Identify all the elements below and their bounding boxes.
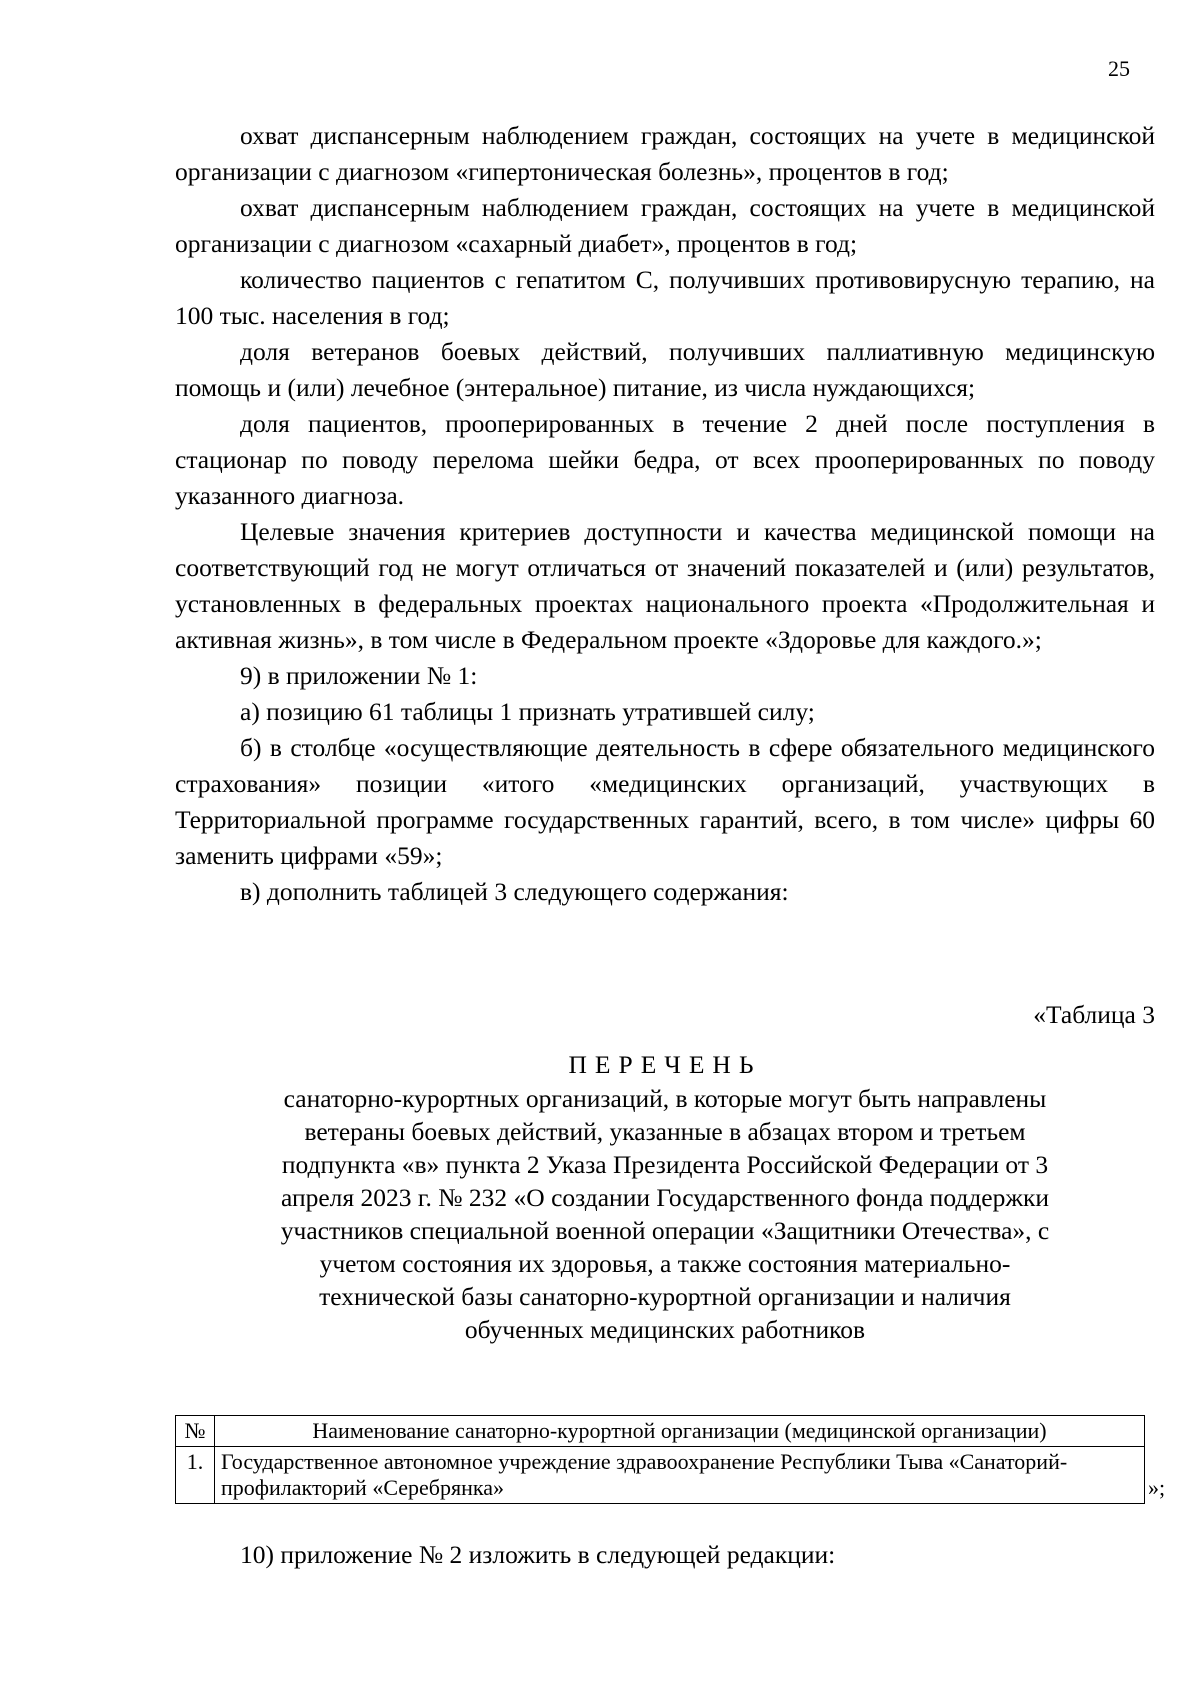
organizations-table	[175, 1415, 1145, 1504]
paragraph: а) позицию 61 таблицы 1 признать утратившей силу;	[240, 697, 815, 726]
paragraph: количество пациентов с гепатитом С, получивших противовирусную терапию, на 100 тыс. населения в год;	[175, 265, 1155, 330]
paragraph: в) дополнить таблицей 3 следующего содержания:	[240, 877, 789, 906]
row-number: 1.	[176, 1447, 215, 1504]
table-header-row	[176, 1416, 1145, 1447]
table-label: «Таблица 3	[1033, 1000, 1155, 1029]
paragraph: 9) в приложении № 1:	[240, 661, 478, 690]
paragraph: доля ветеранов боевых действий, получивших паллиативную медицинскую помощь и (или) лечебное (энтеральное) питание, из числа нуждающихся;	[175, 337, 1155, 402]
column-header-name: Наименование санаторно-курортной организации (медицинской организации)	[215, 1416, 1145, 1447]
table-closing-mark: »;	[1148, 1475, 1166, 1500]
next-item: 10) приложение № 2 изложить в следующей редакции:	[240, 1540, 836, 1569]
heading-subtitle: санаторно-курортных организаций, в которые могут быть направлены ветераны боевых действий, указанные в абзацах втором и третьем подпункта «в» пункта 2 Указа Президента Российской Федерации от 3 апреля 2023 г. № 232 «О создании Государственного фонда поддержки участников специальной военной операции «Защитники Отечества», с учетом состояния их здоровья, а также состояния материально-технической базы санаторно-курортной организации и наличия обученных медицинских работников	[280, 1084, 1050, 1344]
paragraph: охват диспансерным наблюдением граждан, состоящих на учете в медицинской организации с диагнозом «гипертоническая болезнь», процентов в год;	[175, 121, 1155, 186]
heading-title: ПЕРЕЧЕНЬ	[568, 1050, 762, 1079]
paragraph: б) в столбце «осуществляющие деятельность в сфере обязательного медицинского страхования» позиции «итого «медицинских организаций, участвующих в Территориальной программе государственных гарантий, всего, в том числе» цифры 60 заменить цифрами «59»;	[175, 733, 1155, 870]
page-number: 25	[1108, 56, 1130, 81]
row-organization-name: Государственное автономное учреждение здравоохранение Республики Тыва «Санаторий-профилакторий «Серебрянка»	[215, 1447, 1145, 1504]
list-heading	[175, 1048, 1155, 1346]
table-row	[176, 1447, 1145, 1504]
body-text	[175, 118, 1155, 910]
column-header-number: №	[176, 1416, 215, 1447]
paragraph: охват диспансерным наблюдением граждан, состоящих на учете в медицинской организации с диагнозом «сахарный диабет», процентов в год;	[175, 193, 1155, 258]
paragraph: Целевые значения критериев доступности и качества медицинской помощи на соответствующий год не могут отличаться от значений показателей и (или) результатов, установленных в федеральных проектах национального проекта «Продолжительная и активная жизнь», в том числе в Федеральном проекте «Здоровье для каждого.»;	[175, 517, 1155, 654]
paragraph: доля пациентов, прооперированных в течение 2 дней после поступления в стационар по поводу перелома шейки бедра, от всех прооперированных по поводу указанного диагноза.	[175, 409, 1155, 510]
